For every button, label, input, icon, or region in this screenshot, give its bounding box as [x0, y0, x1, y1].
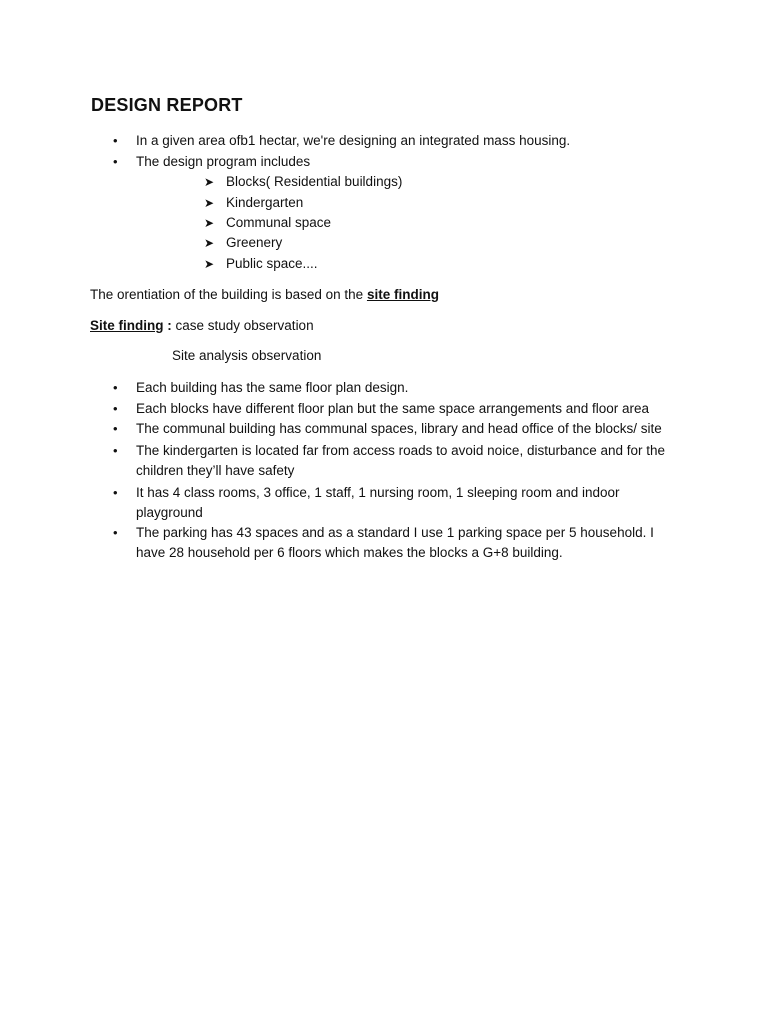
orientation-paragraph	[90, 285, 439, 305]
site-finding-paragraph	[90, 316, 314, 336]
site-finding-separator: :	[163, 318, 176, 333]
site-finding-label: Site finding	[90, 318, 164, 333]
intro-bullet-1: In a given area ofb1 hectar, we're designing an integrated mass housing.	[136, 133, 571, 148]
finding-2: Each blocks have different floor plan but the same space arrangements and floor area	[136, 401, 650, 416]
finding-6: The parking has 43 spaces and as a standard I use 1 parking space per 5 household. I have 28 household per 6 floors which makes the blocks a G+8 building.	[136, 525, 654, 560]
program-item-kindergarten: Kindergarten	[226, 195, 304, 210]
site-finding-first: case study observation	[175, 318, 314, 333]
finding-3: The communal building has communal spaces, library and head office of the blocks/ site	[136, 421, 662, 436]
intro-bullet-2: The design program includes	[136, 154, 311, 169]
bullet-icon: •	[113, 380, 118, 395]
bullet-icon: •	[113, 421, 118, 436]
program-item-greenery: Greenery	[226, 235, 283, 250]
finding-1: Each building has the same floor plan design.	[136, 380, 409, 395]
document-title: DESIGN REPORT	[91, 95, 243, 115]
bullet-icon: •	[113, 525, 118, 540]
bullet-icon: •	[113, 485, 118, 500]
arrow-bullet-icon: ➤	[204, 257, 215, 271]
arrow-bullet-icon: ➤	[204, 236, 215, 250]
finding-5: It has 4 class rooms, 3 office, 1 staff, 1 nursing room, 1 sleeping room and indoor playground	[136, 485, 620, 520]
site-finding-link: site finding	[366, 287, 439, 302]
bullet-icon: •	[113, 154, 118, 169]
program-item-public-space: Public space....	[226, 256, 318, 271]
site-finding-second: Site analysis observation	[172, 348, 322, 363]
orientation-text: The orentiation of the building is based on the	[90, 287, 367, 302]
bullet-icon: •	[113, 443, 118, 458]
bullet-icon: •	[113, 133, 118, 148]
program-item-communal-space: Communal space	[226, 215, 332, 230]
finding-4: The kindergarten is located far from access roads to avoid noice, disturbance and for the children they’ll have safety	[136, 443, 666, 478]
arrow-bullet-icon: ➤	[204, 196, 215, 210]
program-item-blocks: Blocks( Residential buildings)	[226, 174, 403, 189]
bullet-icon: •	[113, 401, 118, 416]
arrow-bullet-icon: ➤	[204, 216, 215, 230]
arrow-bullet-icon: ➤	[204, 175, 215, 189]
